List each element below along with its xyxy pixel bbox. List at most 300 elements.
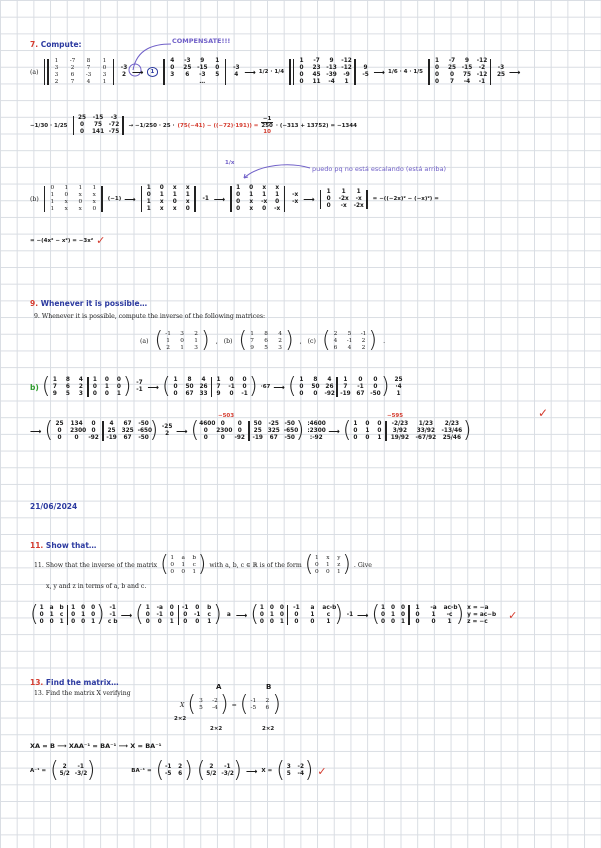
matrix-cell: 1 — [91, 618, 96, 625]
matrix-cell: 5 — [264, 344, 268, 351]
p7a-entries — [51, 58, 111, 86]
matrix-cell: 6 — [70, 72, 75, 78]
matrix-cell: 26 — [199, 383, 208, 390]
matrix-cell: 0 — [172, 199, 177, 205]
p13-A — [196, 698, 220, 712]
matrix-cell: -2x — [338, 195, 349, 202]
matrix-cell: x — [249, 199, 254, 205]
problem-7b-line2: = −(4x² − x²) = −3x² ✓ — [30, 234, 106, 247]
p13-bainv-A — [205, 764, 233, 778]
matrix-cell: 25 — [253, 427, 262, 434]
matrix-cell: -a — [156, 604, 163, 611]
matrix-cell: 1 — [310, 611, 315, 618]
matrix-cell: 0 — [215, 65, 220, 71]
matrix-cell: 1 — [299, 58, 304, 64]
matrix-cell: 0 — [377, 420, 382, 427]
matrix-cell: -a — [430, 604, 437, 611]
matrix-cell: 0 — [262, 206, 267, 212]
matrix-cell: 0 — [377, 427, 382, 434]
matrix-cell: 1 — [391, 611, 396, 618]
matrix-cell: 0 — [299, 72, 304, 78]
p11-s-i3 — [290, 604, 337, 626]
p9-r1-i3 — [340, 377, 381, 398]
matrix-cell: 0 — [195, 604, 200, 611]
p9b-entries — [247, 331, 285, 352]
p7b-b-ops — [290, 192, 300, 206]
matrix-cell: 0 — [259, 618, 264, 625]
matrix-cell: 7 — [70, 79, 75, 85]
matrix-cell: 2/23 — [444, 420, 459, 427]
p7b-b-entries — [234, 185, 282, 213]
matrix-cell: 141 — [92, 129, 105, 135]
p9a-entries — [163, 331, 201, 352]
p11-s-m2 — [144, 605, 176, 626]
matrix-cell: a — [181, 554, 185, 561]
matrix-cell: 0 — [145, 611, 150, 618]
p7a-l2-entries — [76, 115, 120, 136]
matrix-cell: 0 — [170, 65, 175, 71]
p7a-s1-entries — [167, 58, 223, 86]
matrix-cell: 0 — [180, 337, 184, 344]
p9-r1-m2 — [171, 377, 209, 398]
matrix-cell: 0 — [91, 420, 96, 427]
matrix-cell: 1 — [185, 192, 190, 198]
p11-s-i4 — [412, 605, 456, 626]
matrix-cell: 0 — [74, 434, 79, 441]
matrix-cell: 0 — [39, 618, 44, 625]
matrix-cell: 8 — [313, 376, 318, 383]
matrix-cell: 1 — [59, 618, 64, 625]
matrix-cell: 6 — [185, 72, 190, 78]
matrix-cell: 2 — [165, 431, 170, 437]
matrix-cell: x — [185, 185, 190, 191]
matrix-cell: 1 — [279, 618, 284, 625]
matrix-cell: 1 — [102, 58, 107, 64]
p7a-step2-matrix — [287, 58, 358, 86]
matrix-cell: 4600 — [199, 420, 216, 427]
matrix-cell: -7 — [136, 380, 143, 386]
matrix-cell: b — [207, 604, 212, 611]
p9-check: ✓ — [538, 406, 549, 420]
matrix-cell: -3 — [199, 72, 206, 78]
matrix-cell: 0 — [183, 618, 188, 625]
matrix-cell: 1 — [50, 206, 55, 212]
matrix-cell: ac-b — [322, 604, 337, 611]
p7a-s2-ops — [361, 65, 371, 79]
matrix-cell: -15 — [197, 65, 208, 71]
problem-11-statement: 11. Show that the inverse of the matrix ( 1 a b 0 1 c 0 0 1 ) with a, b, c ∈ ℝ is of the form ( 1 x y 0 1 z 0 0 1 ) . Give — [34, 552, 372, 577]
matrix-cell: 0 — [391, 618, 396, 625]
matrix-cell: 2 — [194, 330, 198, 337]
matrix-cell: 9 — [329, 58, 334, 64]
matrix-cell: 75 — [93, 122, 103, 128]
matrix-cell: c — [207, 611, 211, 618]
matrix-cell: 4 — [234, 72, 239, 78]
matrix-cell: -3 — [497, 65, 505, 71]
matrix-cell: 23 — [312, 65, 321, 71]
matrix-cell: 0 — [310, 618, 315, 625]
matrix-cell: 8 — [264, 330, 268, 337]
matrix-cell: 1 — [431, 611, 436, 618]
matrix-cell: 1 — [377, 434, 382, 441]
p11-s-m4 — [380, 605, 406, 626]
matrix-cell: 0 — [313, 390, 318, 397]
matrix-cell: 0 — [236, 199, 241, 205]
matrix-cell: c — [59, 611, 64, 618]
matrix-cell: 0 — [229, 390, 234, 397]
p7b-a-ops — [201, 196, 211, 203]
matrix-cell: 0 — [116, 376, 121, 383]
matrix-cell: 0 — [220, 420, 225, 427]
matrix-cell: -50 — [284, 420, 295, 427]
p13-B — [248, 698, 272, 712]
matrix-cell: 0 — [92, 383, 97, 390]
matrix-cell: 25 — [107, 427, 116, 434]
p9-r2-ops1 — [161, 424, 173, 438]
matrix-cell: b — [59, 604, 64, 611]
matrix-cell: 0 — [353, 434, 358, 441]
matrix-cell: 1 — [250, 330, 254, 337]
p11-s-ops3 — [346, 612, 354, 619]
matrix-cell: -1 — [346, 611, 354, 618]
matrix-cell: -92 — [324, 390, 335, 397]
p11-answer — [467, 605, 505, 626]
matrix-cell: 1 — [54, 58, 59, 64]
matrix-cell: 2 — [361, 344, 366, 351]
p9-r1-m3 — [296, 377, 334, 398]
matrix-cell: 1 — [116, 390, 121, 397]
matrix-cell: -1 — [156, 611, 163, 618]
matrix-cell: 0 — [91, 611, 96, 618]
matrix-cell: 2 — [62, 764, 67, 770]
matrix-cell: 1 — [159, 192, 164, 198]
matrix-cell: 0 — [81, 618, 86, 625]
matrix-cell: 1 — [180, 344, 184, 351]
matrix-cell: 1 — [356, 188, 361, 195]
matrix-cell: -19 — [106, 434, 117, 441]
matrix-cell: 33 — [199, 390, 208, 397]
matrix-cell: 0 — [91, 427, 96, 434]
matrix-cell: -2 — [297, 764, 304, 770]
matrix-cell: 1 — [215, 58, 220, 64]
p13-equation-line: XA = B ⟶ XAA⁻¹ = BA⁻¹ ⟶ X = BA⁻¹ — [30, 742, 162, 750]
matrix-cell: -1 — [224, 764, 231, 770]
matrix-cell: -4 — [297, 771, 304, 777]
matrix-cell: -1 — [109, 604, 116, 611]
matrix-cell: 1 — [92, 185, 97, 191]
matrix-cell: -50 — [138, 434, 149, 441]
matrix-cell: -1 — [250, 698, 257, 704]
matrix-cell: -15 — [461, 65, 473, 71]
matrix-cell: -39 — [326, 72, 337, 78]
matrix-cell: 1 — [49, 611, 54, 618]
matrix-cell: 26 — [325, 383, 334, 390]
matrix-cell: 9 — [250, 344, 254, 351]
matrix-cell: 3 — [286, 764, 291, 770]
matrix-cell: 1 — [336, 568, 341, 575]
matrix-cell: -5 — [250, 705, 257, 711]
matrix-cell: 67 — [123, 434, 132, 441]
matrix-cell: 7 — [52, 383, 57, 390]
matrix-cell: -1 — [77, 764, 84, 770]
matrix-cell: 0 — [326, 195, 331, 202]
matrix-cell: 4 — [201, 376, 206, 383]
matrix-cell: -75 — [108, 129, 120, 135]
matrix-cell: 2 — [265, 698, 270, 704]
matrix-cell: 0 — [102, 65, 107, 71]
matrix-cell: 1 — [104, 383, 109, 390]
matrix-cell: 25 — [496, 72, 506, 78]
matrix-cell: -9 — [343, 72, 350, 78]
matrix-cell — [167, 79, 178, 86]
matrix-cell: x — [64, 199, 68, 205]
matrix-cell: 1 — [169, 618, 174, 625]
matrix-cell: 0 — [91, 604, 96, 611]
p11-s-ops1 — [108, 605, 118, 626]
matrix-cell: 4 — [78, 376, 83, 383]
matrix-cell: 0 — [365, 420, 370, 427]
matrix-cell: -3 — [120, 65, 128, 71]
p7a-matrix — [42, 58, 117, 86]
matrix-cell: 1 — [415, 604, 420, 611]
matrix-cell: 67 — [185, 390, 194, 397]
p11-s-m3 — [259, 605, 285, 626]
matrix-cell: 2 — [166, 344, 170, 351]
matrix-cell: x — [326, 554, 330, 561]
p7b-entries — [47, 185, 99, 213]
matrix-cell: 0 — [237, 420, 242, 427]
p9-r2-ops2 — [307, 421, 325, 442]
problem-9-heading: 9. Whenever it is possible… — [30, 299, 148, 308]
matrix-cell: 3/92 — [392, 427, 407, 434]
matrix-cell: 0 — [57, 427, 62, 434]
matrix-cell: x — [185, 199, 190, 205]
matrix-cell: x — [92, 192, 96, 198]
p9c-entries — [331, 331, 369, 352]
matrix-cell: 8 — [65, 376, 70, 383]
matrix-cell: 1 — [194, 337, 198, 344]
matrix-cell: 3 — [194, 344, 198, 351]
matrix-cell: 0 — [173, 390, 178, 397]
matrix-cell: 1 — [172, 192, 177, 198]
matrix-cell: 0 — [299, 390, 304, 397]
problem-7a-row: (a) 1 -7 8 1 3 2 7 0 3 6 -3 3 2 7 4 1 -3 2 ⟶ 1 4 -3 9 1 0 25 -15 0 3 6 -3 5 … -3 4 ⟶ 1/2 · 1/4 1 -7 9 -12 0 23 -13 -12 0 45 -39 -9 0 11 -4 1 9 -5 ⟶ 1/6 · 4 · 1/5 1 -7 9 -12 0 25 -15 -2 0 0 75 -12 0 7 -4 -1 -3 25 ⟶ — [30, 58, 521, 85]
matrix-cell: 2 — [54, 79, 59, 85]
matrix-cell: 7 — [343, 383, 348, 390]
matrix-cell: 1 — [236, 185, 241, 191]
matrix-cell: 0 — [449, 72, 455, 78]
matrix-cell: 0 — [358, 376, 363, 383]
matrix-cell: 2 — [178, 764, 183, 770]
matrix-cell: 0 — [183, 611, 188, 618]
matrix-cell: 0 — [50, 185, 55, 191]
matrix-cell — [212, 79, 223, 86]
p11-check: ✓ — [508, 608, 518, 622]
matrix-cell: 1 — [249, 192, 254, 198]
matrix-cell: 1 — [52, 376, 57, 383]
matrix-cell: 3 — [180, 330, 184, 337]
matrix-cell: 0 — [181, 568, 186, 575]
matrix-cell: -12 — [341, 58, 352, 64]
matrix-cell: -3/2 — [221, 771, 234, 777]
p9-r2-m1 — [53, 421, 100, 442]
matrix-cell: :4600 — [307, 420, 326, 427]
p9-r1-i1 — [91, 377, 123, 398]
matrix-cell: -92 — [88, 434, 99, 441]
matrix-cell: -2/23 — [391, 420, 409, 427]
matrix-cell: :-92 — [309, 434, 323, 441]
matrix-cell: 9 — [216, 390, 221, 397]
matrix-cell: 3 — [54, 65, 59, 71]
matrix-cell: b — [192, 554, 197, 561]
matrix-cell: 0 — [49, 618, 54, 625]
matrix-cell: -1 — [194, 611, 201, 618]
matrix-cell: -1 — [241, 390, 248, 397]
matrix-cell: 1 — [207, 618, 212, 625]
problem-13-statement: 13. Find the matrix X verifying — [34, 690, 131, 697]
p7a-step1-matrix — [161, 58, 228, 86]
matrix-cell: 0 — [170, 561, 175, 568]
matrix-cell: -50 — [284, 434, 295, 441]
matrix-cell: 2 — [278, 337, 282, 344]
matrix-cell: 1 — [39, 604, 44, 611]
matrix-cell: -3 — [110, 115, 118, 121]
matrix-cell: 4 — [86, 79, 91, 85]
matrix-cell: 9 — [200, 58, 205, 64]
matrix-cell: 0 — [237, 427, 242, 434]
matrix-cell: -1 — [165, 330, 171, 337]
matrix-cell: 0 — [169, 611, 174, 618]
matrix-cell: 1 — [192, 568, 197, 575]
check-mark: ✓ — [96, 234, 106, 247]
matrix-cell: 3 — [278, 344, 282, 351]
p9-r2-i1 — [106, 420, 153, 442]
matrix-cell: 0 — [229, 376, 234, 383]
matrix-cell: 67 — [269, 434, 278, 441]
matrix-cell: -19 — [252, 434, 263, 441]
matrix-cell: 0 — [157, 618, 162, 625]
matrix-cell: 1 — [50, 199, 55, 205]
matrix-cell: -3 — [233, 65, 240, 71]
matrix-cell: -7 — [69, 58, 76, 64]
p11-s-m1 — [39, 605, 65, 626]
p13-x-result — [285, 764, 305, 778]
matrix-cell: 0 — [249, 185, 254, 191]
matrix-cell: x — [262, 185, 267, 191]
matrix-cell — [182, 79, 193, 86]
matrix-cell: -x — [340, 202, 347, 209]
matrix-cell: 0 — [242, 376, 247, 383]
matrix-cell: 4 — [347, 344, 352, 351]
matrix-cell: 3 — [54, 72, 59, 78]
matrix-cell: 6 — [333, 344, 338, 351]
matrix-cell: 1 — [102, 79, 107, 85]
matrix-cell: 0 — [236, 206, 241, 212]
matrix-cell: -72 — [108, 122, 120, 128]
matrix-cell: 1 — [341, 188, 346, 195]
matrix-cell: -67/92 — [415, 434, 437, 441]
p9-r1-ops3 — [393, 377, 405, 398]
matrix-cell: -1 — [109, 611, 116, 618]
p7b-step-c — [318, 189, 370, 210]
matrix-cell: 2 — [70, 65, 75, 71]
matrix-cell: -5 — [164, 771, 172, 777]
p11-solution-row: ( 1 a b 0 1 c 0 0 1 1 0 0 0 1 0 0 0 1 ) -1 -1 c b ⟶ ( 1 -a 0 0 -1 0 0 0 1 -1 0 b 0 -1 c 0 0 1 ) a ⟶ ( 1 0 0 0 1 0 0 0 1 -1 a ac-b 0 1 c 0 0 1 ) -1 ⟶ ( 1 0 0 0 1 0 0 0 1 1 -a ac-b 0 1 -c 0 0 1 ) x = −a y = ac−b z = −c ✓ — [30, 602, 518, 627]
p7a-s3-entries — [432, 58, 488, 86]
matrix-cell: 0 — [299, 79, 304, 85]
matrix-cell: 50 — [185, 383, 194, 390]
matrix-cell: -x — [292, 199, 299, 205]
problem-7-heading: 7. Compute: — [30, 40, 82, 49]
matrix-cell: -12 — [341, 65, 352, 71]
p11-s-i2 — [181, 605, 213, 626]
matrix-cell: 0 — [79, 122, 85, 128]
matrix-cell: … — [199, 79, 206, 85]
matrix-cell: 5 — [65, 390, 70, 397]
matrix-cell: 67 — [123, 420, 132, 427]
p9-r1-i2 — [214, 377, 249, 398]
matrix-cell: -5 — [362, 72, 369, 78]
p11-book-m1 — [169, 555, 198, 576]
matrix-cell: 0 — [326, 202, 331, 209]
p9-solution-row2: ⟶ ( 25 134 0 0 2300 0 0 0 -92 4 67 -50 25 325 -650 -19 67 -50 ) -25 2 ⟶ ( 4600 0 0 0 2300 0 0 0 -92 50 -25 -50 25 325 -650 -19 67 -50 ) :4600 :2300 :-92 ⟶ ( 1 0 0 0 1 0 0 0 1 -2/23 1/23 2/23 3/92 33/92 -13/46 19/92 -67/92 25/46 ) — [30, 418, 472, 443]
matrix-cell: 9 — [464, 58, 470, 64]
matrix-cell: -4 — [212, 705, 218, 711]
matrix-cell: 2300 — [216, 427, 233, 434]
matrix-cell: 67 — [356, 390, 365, 397]
notes-page: 7. Compute: COMPENSATE!!! (a) 1 -7 8 1 3 2 7 0 3 6 -3 3 2 7 4 1 -3 2 ⟶ 1 4 -3 9 1 0 25 -15 0 3 6 -3 5 … -3 4 ⟶ 1/2 · 1/4 1 -7 9 -12 0 23 -13 -12 0 45 -39 -9 0 11 -4 1 9 -5 ⟶ 1/6 · 4 · 1/5 1 -7 9 -12 0 25 -15 -2 0 0 75 -12 0 7 -4 -1 -3 25 ⟶ −1/30 · 1/25 25 -15 -3 0 75 -72 0 141 -75 → −1/250 · 25 · (75(−41) − ((−72)·191)) = −1 250 10 · (−313 + 13752) = −1344 puedo pq no está escalando (está arriba) 1/x (b) 0 1 1 1 1 0 x x 1 x 0 x 1 x x 0 (−1) ⟶ 1 0 x x 0 1 1 1 1 x 0 x 1 x x 0 -1 ⟶ 1 0 x x 0 1 1 1 0 x -x 0 0 x 0 -x -x -x ⟶ 1 1 1 0 -2x -x 0 -x -2x = −((−2x)² − (−x)²) = = −(4x² − x²) = −3x² ✓ 9. Whenever it is possible… 9. Whenever it is possible, compute the inverse of the following matrices: (a) ( -1 3 2 1 0 1 2 1 3 ) , (b) ( 1 8 4 7 6 2 9 5 3 ) , (c) ( 2 5 -1 4 -1 2 6 4 2 ) . b) ( 1 8 4 7 6 2 9 5 3 1 0 0 0 1 0 0 0 1 ) -7 -1 ⟶ ( 1 8 4 0 50 26 0 67 33 1 0 0 7 -1 0 9 0 -1 ) ·67 ⟶ ( 1 8 4 0 50 26 0 0 -92 1 0 0 7 -1 0 -19 67 -50 ) 25 ·4 1 ⟶ ( 25 134 0 0 2300 0 0 0 -92 4 67 -50 25 325 -650 -19 67 -50 ) -25 2 ⟶ ( 4600 0 0 0 2300 0 0 0 -92 50 -25 -50 25 325 -650 -19 67 -50 ) :4600 :2300 :-92 ⟶ ( 1 0 0 0 1 0 0 0 1 -2/23 1/23 2/23 3/92 33/92 -13/46 19/92 -67/92 25/46 ) −503 −595 ✓ 21/06/2024 11. Show that… 11. Show that the inverse of the matrix ( 1 a b 0 1 c 0 0 1 ) with a, b, c ∈ ℝ is of the form ( 1 x y 0 1 z 0 0 1 ) . Give x, y and z in terms of a, b and c. ( 1 a b 0 1 c 0 0 1 1 0 0 0 1 0 0 0 1 ) -1 -1 c b ⟶ ( 1 -a 0 0 -1 0 0 0 1 -1 0 b 0 -1 c 0 0 1 ) a ⟶ ( 1 0 0 0 1 0 0 0 1 -1 a ac-b 0 1 c 0 0 1 ) -1 ⟶ ( 1 0 0 0 1 0 0 0 1 1 -a ac-b 0 1 -c 0 0 1 ) x = −a y = ac−b z = −c ✓ 13. Find the matrix… 13. Find the matrix X verifying A B X ( 3 -2 5 -4 ) = ( -1 2 -5 6 ) 2×2 2×2 2×2 XA = B ⟶ XAA⁻¹ = BA⁻¹ ⟶ X = BA⁻¹ A⁻¹ = ( 2 -1 5/2 -3/2 ) BA⁻¹ = ( -1 2 -5 6 ) ( 2 -1 5/2 -3/2 ) ⟶ X = ( 3 -2 5 -4 ) ✓ — [30, 37, 549, 783]
matrix-cell: 0 — [71, 611, 76, 618]
p11-s-i1 — [70, 605, 96, 626]
matrix-cell: 0 — [381, 618, 386, 625]
matrix-cell: 19/92 — [390, 434, 409, 441]
matrix-cell: 0 — [415, 618, 420, 625]
p9-r2-m2 — [199, 421, 246, 442]
matrix-cell: 0 — [203, 427, 208, 434]
matrix-cell: 0 — [159, 185, 164, 191]
matrix-cell: c — [192, 561, 196, 568]
matrix-cell: :2300 — [307, 427, 326, 434]
matrix-cell: 1 — [325, 561, 330, 568]
matrix-cell: 0 — [279, 604, 284, 611]
matrix-cell: 1 — [314, 554, 319, 561]
matrix-cell: z = −c — [467, 618, 488, 625]
matrix-cell: 0 — [169, 604, 174, 611]
matrix-cell: 0 — [146, 192, 151, 198]
matrix-cell: -1 — [228, 383, 235, 390]
matrix-cell: 25 — [447, 65, 457, 71]
matrix-cell: 2 — [333, 330, 338, 337]
matrix-cell: -1 — [360, 330, 367, 337]
matrix-cell: 1 — [259, 604, 264, 611]
matrix-cell: -13/46 — [441, 427, 463, 434]
matrix-cell: 0 — [434, 65, 440, 71]
matrix-cell: 0 — [325, 568, 330, 575]
matrix-cell: 325 — [267, 427, 280, 434]
matrix-cell: 50 — [311, 383, 320, 390]
matrix-cell: 0 — [64, 192, 69, 198]
matrix-cell: -x — [292, 192, 299, 198]
p13-ainv — [59, 764, 87, 778]
matrix-cell: ·4 — [395, 383, 402, 390]
matrix-cell: 1 — [170, 554, 175, 561]
matrix-cell: 1 — [166, 337, 170, 344]
matrix-cell: 0 — [401, 611, 406, 618]
problem-13-equation: X ( 3 -2 5 -4 ) = ( -1 2 -5 6 ) — [180, 692, 281, 717]
p7a-fraction: −1 250 10 — [261, 116, 273, 135]
matrix-cell: 7 — [86, 65, 91, 71]
matrix-cell: -4 — [463, 79, 471, 85]
